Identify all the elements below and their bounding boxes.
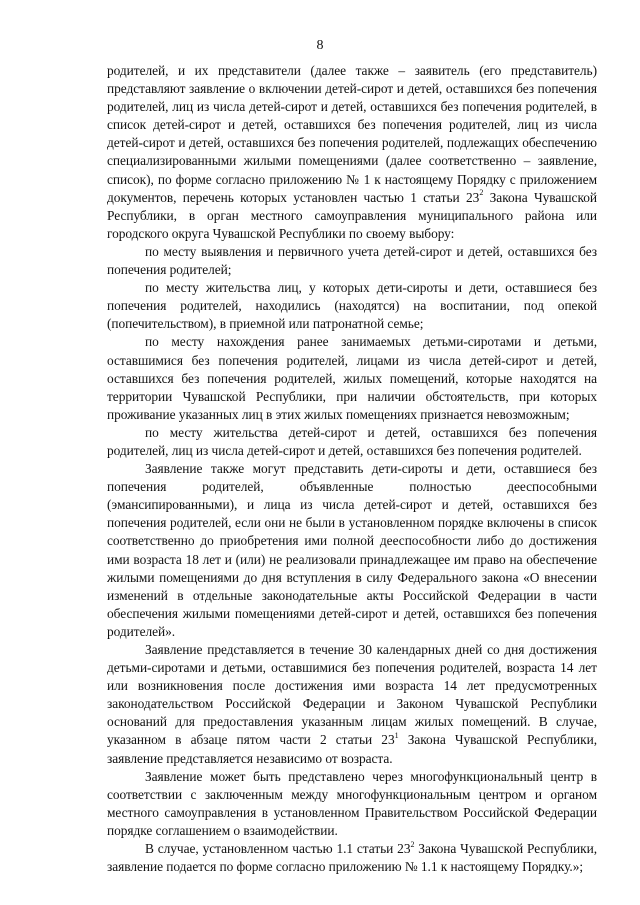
paragraph-8: Заявление может быть представлено через многофункциональный центр в соответствии с заключенным между многофункциональным центром и органом местного самоуправления в установленном Правительством Российской Федерации порядке соглашением о взаимодействии. [107,768,597,838]
paragraph-1-text-b: Закона Чувашской Республики, в орган местного самоуправления муниципального района или городского округа Чувашской Республики по своему выбору: [107,189,597,241]
paragraph-7-text-b: Закона Чувашской Республики, заявление представляется независимо от возраста. [107,732,598,766]
paragraph-9-text-b: Закона Чувашской Республики, заявление подается по форме согласно приложению № 1.1 к настоящему Порядку.»; [107,841,597,875]
superscript: 2 [410,839,415,849]
paragraph-7-text-a: Заявление представляется в течение 30 календарных дней со дня достижения детьми-сиротами и детьми, оставшимися без попечения родителей, возраста 14 лет или возникновения после достижения ими возраста 14 лет предусмотренных законодательством Российской Федерации и Законом Чувашской Республики оснований для предоставления указанным лицам жилых помещений. В случае, указанном в абзаце пятом части 2 статьи 23 [107,642,597,748]
paragraph-1-text-a: родителей, и их представители (далее также – заявитель (его представитель) представляют заявление о включении детей-сирот и детей, оставшихся без попечения родителей, лиц из числа детей-сирот и детей, оставшихся без попечения родителей, в список детей-сирот и детей, оставшихся без попечения родителей, лиц из числа детей-сирот и детей, оставшихся без попечения родителей, подлежащих обеспечению специализированными жилыми помещениями (далее соответственно – заявление, список), по форме согласно приложению № 1 к настоящему Порядку с приложением документов, перечень которых установлен частью 1 статьи 23 [107,63,597,205]
paragraph-4: по месту нахождения ранее занимаемых детьми-сиротами и детьми, оставшимися без попечения родителей, лицами из числа детей-сирот и детей, оставшихся без попечения родителей, жилых помещений, которые находятся на территории Чувашской Республики, при наличии обстоятельств, при которых проживание указанных лиц в этих жилых помещениях признается невозможным; [107,334,597,422]
paragraph-2: по месту выявления и первичного учета детей-сирот и детей, оставшихся без попечения родителей; [107,243,597,278]
paragraph-7 [107,641,597,768]
superscript: 2 [479,188,484,198]
document-body [107,62,597,876]
paragraph-6: Заявление также могут представить дети-сироты и дети, оставшиеся без попечения родителей, объявленные полностью дееспособными (эмансипированными), и лица из числа детей-сирот и детей, оставшихся без попечения родителей, если они не были в установленном порядке включены в список соответственно до приобретения ими полной дееспособности либо до достижения ими возраста 18 лет и (или) не реализовали принадлежащее им право на обеспечение жилыми помещениями до дня вступления в силу Федерального закона «О внесении изменений в отдельные законодательные акты Российской Федерации в части обеспечения жилыми помещениями детей-сирот и детей, оставшихся без попечения родителей». [107,461,597,639]
page-number: 8 [316,38,324,53]
paragraph-5: по месту жительства детей-сирот и детей, оставшихся без попечения родителей, лиц из числа детей-сирот и детей, оставшихся без попечения родителей. [107,424,597,458]
paragraph-3: по месту жительства лиц, у которых дети-сироты и дети, оставшиеся без попечения родителей, находились (находятся) на воспитании, под опекой (попечительством), в приемной или патронатной семье; [107,280,597,332]
superscript: 1 [394,731,399,740]
paragraph-1 [107,62,597,243]
paragraph-9 [107,840,597,876]
paragraph-9-text-a: В случае, установленном частью 1.1 статьи 23 [145,841,411,857]
